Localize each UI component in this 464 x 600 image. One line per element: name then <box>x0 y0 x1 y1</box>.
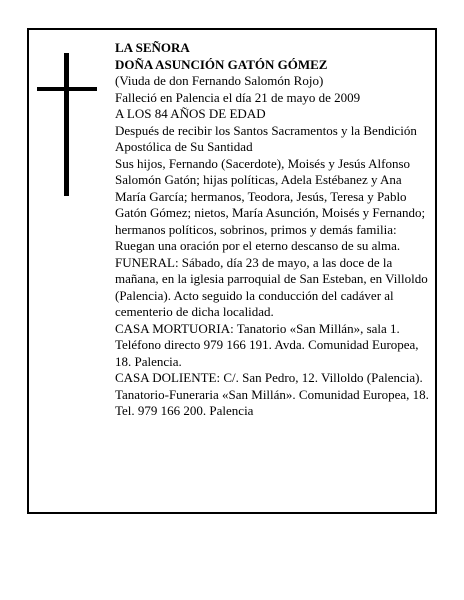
funeral-paragraph: FUNERAL: Sábado, día 23 de mayo, a las doce de la mañana, en la iglesia parroquial de San Esteban, en Villoldo (Palencia). Acto seguido la conducción del cadáver al cementerio de dicha localidad. <box>115 254 428 319</box>
sacraments-paragraph: Después de recibir los Santos Sacramentos y la Bendición Apostólica de Su Santidad <box>115 122 417 154</box>
title-line: LA SEÑORA <box>115 40 190 55</box>
mortuary-paragraph: CASA MORTUORIA: Tanatorio «San Millán», sala 1. Teléfono directo 979 166 191. Avda. Comunidad Europea, 18. Palencia. <box>115 320 419 369</box>
widow-note: (Viuda de don Fernando Salomón Rojo) <box>115 73 324 88</box>
deceased-name: DOÑA ASUNCIÓN GATÓN GÓMEZ <box>115 56 328 72</box>
funeral-home-paragraph: Tanatorio-Funeraria «San Millán». Comunidad Europea, 18. Tel. 979 166 200. Palencia <box>115 386 429 418</box>
prayer-paragraph: Ruegan una oración por el eterno descanso de su alma. <box>115 238 401 253</box>
obituary-text <box>115 40 431 420</box>
latin-cross-icon <box>37 53 97 196</box>
cross-horizontal-bar <box>37 87 97 91</box>
cross-vertical-bar <box>64 53 69 196</box>
age-line: A LOS 84 AÑOS DE EDAD <box>115 106 266 121</box>
family-paragraph: Sus hijos, Fernando (Sacerdote), Moisés y Jesús Alfonso Salomón Gatón; hijas políticas, Adela Estébanez y Ana María García; hermanos, Teodora, Jesús, Teresa y Pablo Gatón Gómez; nietos, María Asunción, Moisés y Fernando; hermanos políticos, sobrinos, primos y demás familia: <box>115 155 426 237</box>
mourning-home-paragraph: CASA DOLIENTE: C/. San Pedro, 12. Villoldo (Palencia). <box>115 370 423 385</box>
death-date: Falleció en Palencia el día 21 de mayo de 2009 <box>115 89 361 105</box>
